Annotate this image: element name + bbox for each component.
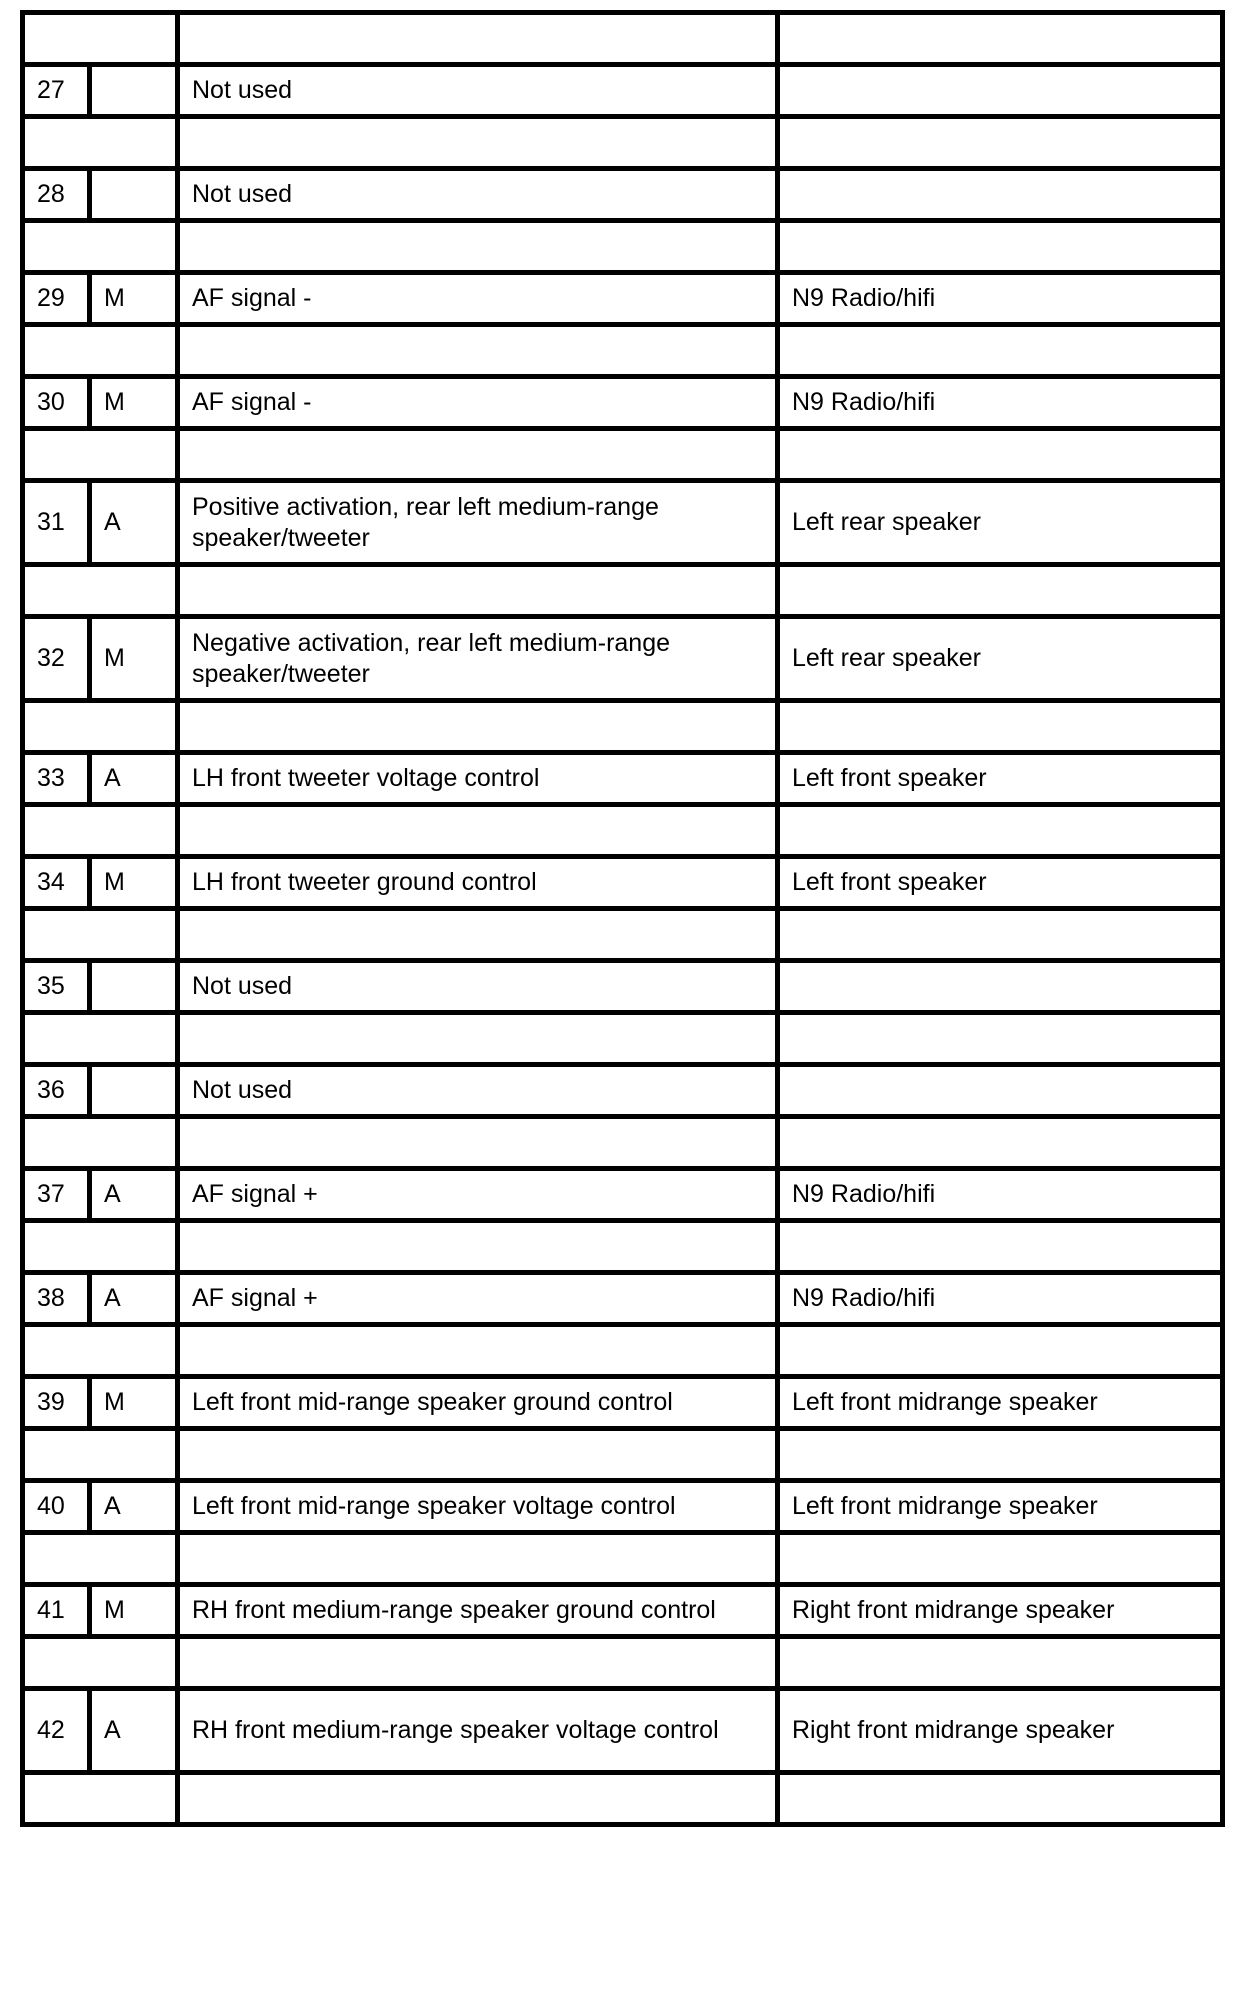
spacer-cell-pin	[23, 429, 178, 481]
spacer-cell-component	[778, 1221, 1223, 1273]
spacer-cell-description	[178, 909, 778, 961]
spacer-cell-pin	[23, 117, 178, 169]
pin-cell: 34	[23, 857, 90, 909]
spacer-row	[23, 805, 1223, 857]
table-row	[23, 377, 1223, 429]
type-cell: M	[90, 377, 178, 429]
type-cell: A	[90, 1481, 178, 1533]
component-cell: Left rear speaker	[778, 617, 1223, 701]
table-row	[23, 1585, 1223, 1637]
spacer-cell-description	[178, 13, 778, 65]
spacer-row	[23, 1117, 1223, 1169]
pin-cell: 31	[23, 481, 90, 565]
spacer-cell-description	[178, 565, 778, 617]
component-cell	[778, 65, 1223, 117]
description-cell: AF signal +	[178, 1273, 778, 1325]
component-cell: N9 Radio/hifi	[778, 1273, 1223, 1325]
spacer-cell-description	[178, 221, 778, 273]
spacer-row	[23, 1013, 1223, 1065]
spacer-cell-pin	[23, 13, 178, 65]
spacer-row	[23, 325, 1223, 377]
component-cell: Left rear speaker	[778, 481, 1223, 565]
spacer-cell-pin	[23, 1013, 178, 1065]
spacer-cell-description	[178, 325, 778, 377]
pin-cell: 38	[23, 1273, 90, 1325]
table-row	[23, 617, 1223, 701]
spacer-cell-pin	[23, 1325, 178, 1377]
spacer-cell-pin	[23, 221, 178, 273]
table-row	[23, 857, 1223, 909]
spacer-cell-description	[178, 1221, 778, 1273]
type-cell: A	[90, 481, 178, 565]
spacer-cell-description	[178, 1533, 778, 1585]
component-cell: Right front midrange speaker	[778, 1585, 1223, 1637]
spacer-cell-description	[178, 1429, 778, 1481]
description-cell: Positive activation, rear left medium-range speaker/tweeter	[178, 481, 778, 565]
pin-cell: 39	[23, 1377, 90, 1429]
spacer-cell-component	[778, 1325, 1223, 1377]
type-cell: M	[90, 617, 178, 701]
type-cell: A	[90, 1689, 178, 1773]
type-cell: A	[90, 1273, 178, 1325]
description-cell: Negative activation, rear left medium-range speaker/tweeter	[178, 617, 778, 701]
spacer-row	[23, 701, 1223, 753]
spacer-cell-component	[778, 909, 1223, 961]
spacer-cell-description	[178, 1637, 778, 1689]
spacer-cell-component	[778, 1013, 1223, 1065]
pin-cell: 29	[23, 273, 90, 325]
description-cell: Not used	[178, 961, 778, 1013]
spacer-cell-component	[778, 1117, 1223, 1169]
spacer-row	[23, 1773, 1223, 1825]
component-cell: Left front speaker	[778, 753, 1223, 805]
description-cell: LH front tweeter ground control	[178, 857, 778, 909]
component-cell: N9 Radio/hifi	[778, 1169, 1223, 1221]
spacer-cell-component	[778, 701, 1223, 753]
description-cell: RH front medium-range speaker ground control	[178, 1585, 778, 1637]
spacer-cell-component	[778, 1429, 1223, 1481]
component-cell: Left front speaker	[778, 857, 1223, 909]
spacer-cell-component	[778, 13, 1223, 65]
spacer-row	[23, 429, 1223, 481]
component-cell	[778, 1065, 1223, 1117]
type-cell	[90, 65, 178, 117]
type-cell: M	[90, 1585, 178, 1637]
pin-cell: 28	[23, 169, 90, 221]
spacer-cell-pin	[23, 565, 178, 617]
spacer-cell-description	[178, 429, 778, 481]
spacer-cell-pin	[23, 325, 178, 377]
spacer-cell-description	[178, 1773, 778, 1825]
table-row	[23, 481, 1223, 565]
spacer-row	[23, 1325, 1223, 1377]
pin-cell: 41	[23, 1585, 90, 1637]
description-cell: AF signal -	[178, 377, 778, 429]
description-cell: LH front tweeter voltage control	[178, 753, 778, 805]
component-cell	[778, 961, 1223, 1013]
table-row	[23, 753, 1223, 805]
pin-cell: 27	[23, 65, 90, 117]
spacer-cell-component	[778, 1637, 1223, 1689]
type-cell: M	[90, 273, 178, 325]
spacer-cell-component	[778, 325, 1223, 377]
spacer-row	[23, 1429, 1223, 1481]
spacer-cell-pin	[23, 701, 178, 753]
table-row	[23, 1377, 1223, 1429]
spacer-cell-component	[778, 805, 1223, 857]
description-cell: Not used	[178, 65, 778, 117]
pin-cell: 32	[23, 617, 90, 701]
spacer-row	[23, 565, 1223, 617]
type-cell: A	[90, 1169, 178, 1221]
spacer-cell-pin	[23, 1221, 178, 1273]
spacer-cell-component	[778, 565, 1223, 617]
spacer-cell-description	[178, 701, 778, 753]
spacer-row	[23, 221, 1223, 273]
spacer-cell-pin	[23, 1637, 178, 1689]
component-cell: Left front midrange speaker	[778, 1481, 1223, 1533]
pin-cell: 33	[23, 753, 90, 805]
spacer-row	[23, 117, 1223, 169]
table-row	[23, 1169, 1223, 1221]
table-row	[23, 1481, 1223, 1533]
spacer-cell-pin	[23, 1533, 178, 1585]
spacer-cell-description	[178, 805, 778, 857]
spacer-cell-pin	[23, 1429, 178, 1481]
spacer-cell-description	[178, 1013, 778, 1065]
spacer-row	[23, 1637, 1223, 1689]
description-cell: Left front mid-range speaker ground control	[178, 1377, 778, 1429]
table-row	[23, 169, 1223, 221]
spacer-cell-pin	[23, 909, 178, 961]
component-cell: Left front midrange speaker	[778, 1377, 1223, 1429]
pin-assignment-table	[20, 10, 1225, 1827]
spacer-row	[23, 1533, 1223, 1585]
pin-assignment-table-body	[23, 13, 1223, 1825]
pin-cell: 35	[23, 961, 90, 1013]
spacer-cell-component	[778, 429, 1223, 481]
description-cell: Not used	[178, 1065, 778, 1117]
spacer-row	[23, 13, 1223, 65]
spacer-cell-component	[778, 1773, 1223, 1825]
pin-cell: 30	[23, 377, 90, 429]
type-cell: M	[90, 1377, 178, 1429]
type-cell	[90, 1065, 178, 1117]
description-cell: RH front medium-range speaker voltage control	[178, 1689, 778, 1773]
component-cell	[778, 169, 1223, 221]
component-cell: N9 Radio/hifi	[778, 273, 1223, 325]
spacer-cell-component	[778, 221, 1223, 273]
table-row	[23, 1273, 1223, 1325]
spacer-cell-pin	[23, 805, 178, 857]
spacer-cell-component	[778, 1533, 1223, 1585]
type-cell	[90, 169, 178, 221]
description-cell: AF signal +	[178, 1169, 778, 1221]
spacer-cell-pin	[23, 1773, 178, 1825]
component-cell: N9 Radio/hifi	[778, 377, 1223, 429]
description-cell: AF signal -	[178, 273, 778, 325]
spacer-cell-description	[178, 1325, 778, 1377]
spacer-cell-component	[778, 117, 1223, 169]
table-row	[23, 65, 1223, 117]
table-row	[23, 961, 1223, 1013]
table-row	[23, 1065, 1223, 1117]
type-cell: A	[90, 753, 178, 805]
spacer-cell-pin	[23, 1117, 178, 1169]
pin-cell: 40	[23, 1481, 90, 1533]
component-cell: Right front midrange speaker	[778, 1689, 1223, 1773]
pin-cell: 37	[23, 1169, 90, 1221]
table-row	[23, 1689, 1223, 1773]
type-cell	[90, 961, 178, 1013]
pin-cell: 42	[23, 1689, 90, 1773]
spacer-row	[23, 1221, 1223, 1273]
description-cell: Left front mid-range speaker voltage control	[178, 1481, 778, 1533]
spacer-cell-description	[178, 1117, 778, 1169]
spacer-row	[23, 909, 1223, 961]
table-row	[23, 273, 1223, 325]
description-cell: Not used	[178, 169, 778, 221]
pin-cell: 36	[23, 1065, 90, 1117]
type-cell: M	[90, 857, 178, 909]
spacer-cell-description	[178, 117, 778, 169]
